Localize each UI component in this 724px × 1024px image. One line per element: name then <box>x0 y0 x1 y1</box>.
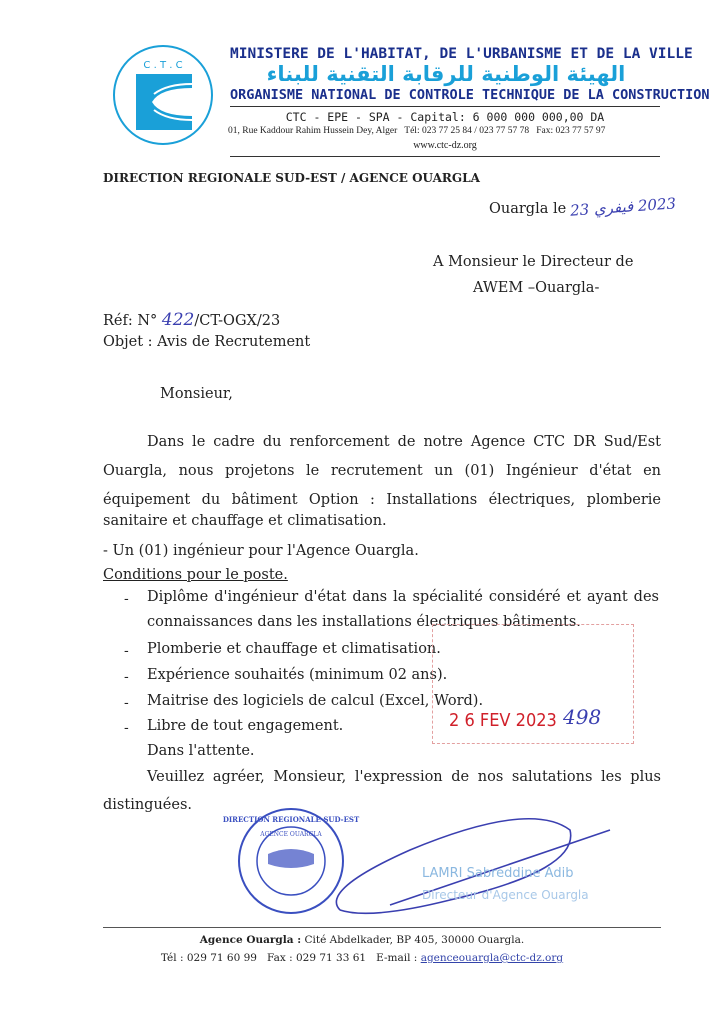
stamp-ring-text: DIRECTION REGIONALE SUD-EST <box>222 815 360 824</box>
signatory-name: LAMRI Sabreddine Adib <box>422 866 574 881</box>
closing-1: Dans l'attente. <box>147 743 255 759</box>
ref-suffix: /CT-OGX/23 <box>194 313 281 329</box>
footer-phone: Tél : 029 71 60 99 <box>160 952 257 964</box>
paragraph-line: sanitaire et chauffage et climatisation. <box>103 513 387 529</box>
footer-agency-address: Cité Abdelkader, BP 405, 30000 Ouargla. <box>304 934 525 946</box>
fax: Fax: 023 77 57 97 <box>536 126 606 136</box>
stamp-date: 2 6 FEV 2023 <box>449 710 557 731</box>
condition-item: Maitrise des logiciels de calcul (Excel, Word). <box>147 693 484 709</box>
condition-item: connaissances dans les installations électriques bâtiments. <box>147 614 581 630</box>
condition-item: Libre de tout engagement. <box>147 718 344 734</box>
recipient-line-2: AWEM –Ouargla- <box>473 280 600 296</box>
organism-title: ORGANISME NATIONAL DE CONTROLE TECHNIQUE DE LA CONSTRUCTION <box>230 87 710 103</box>
phone: Tél: 023 77 25 84 / 023 77 57 78 <box>404 126 530 136</box>
subject: Objet : Avis de Recrutement <box>103 334 311 350</box>
footer-address <box>0 934 724 946</box>
condition-item: Diplôme d'ingénieur d'état dans la spécialité considéré et ayant des <box>147 589 659 605</box>
stamp-inner-text: AGENCE OUARGLA <box>260 831 322 838</box>
logo-text: C . T . C <box>143 60 183 71</box>
website: www.ctc-dz.org <box>413 140 477 151</box>
date-label: Ouargla le <box>489 201 567 217</box>
engineer-line: - Un (01) ingénieur pour l'Agence Ouargla. <box>103 543 419 559</box>
footer-email-label: E-mail : <box>376 952 418 964</box>
footer-email-link[interactable]: agenceouargla@ctc-dz.org <box>420 952 564 964</box>
arabic-title: الهيئة الوطنية للرقابة التقنية للبناء <box>266 62 626 86</box>
address: 01, Rue Kaddour Rahim Hussein Dey, Alger <box>228 126 398 136</box>
conditions-title: Conditions pour le poste. <box>103 567 288 583</box>
ref-prefix: Réf: N° <box>103 313 158 329</box>
received-stamp <box>432 624 634 744</box>
handwritten-date: 2023 فيفري 23 <box>569 194 677 220</box>
footer-agency-label: Agence Ouargla : <box>199 934 302 946</box>
salutation: Monsieur, <box>160 386 233 402</box>
ref-number: 422 <box>161 310 195 330</box>
footer-contact <box>0 952 724 964</box>
ctc-logo <box>112 44 214 146</box>
direction-heading: DIRECTION REGIONALE SUD-EST / AGENCE OUARGLA <box>103 171 480 185</box>
paragraph-line: Dans le cadre du renforcement de notre Agence CTC DR Sud/Est <box>147 434 661 450</box>
paragraph-line: équipement du bâtiment Option : Installations électriques, plomberie <box>103 492 661 508</box>
condition-item: Expérience souhaités (minimum 02 ans). <box>147 667 448 683</box>
closing-2-end: distinguées. <box>103 797 192 813</box>
closing-2: Veuillez agréer, Monsieur, l'expression de nos salutations les plus <box>147 769 661 785</box>
stamp-number: 498 <box>563 705 602 729</box>
reference <box>103 310 280 330</box>
address-line <box>228 126 605 136</box>
footer-fax: Fax : 029 71 33 61 <box>267 952 367 964</box>
signature <box>330 810 630 920</box>
condition-item: Plomberie et chauffage et climatisation. <box>147 641 441 657</box>
recipient-line-1: A Monsieur le Directeur de <box>433 254 634 270</box>
signatory-title: Directeur d'Agence Ouargla <box>422 888 589 902</box>
ministry-title: MINISTERE DE L'HABITAT, DE L'URBANISME ET DE LA VILLE <box>230 46 693 62</box>
document-page: C . T . C MINISTERE DE L'HABITAT, DE L'URBANISME ET DE LA VILLE الهيئة الوطنية للرقابة التقنية للبناء ORGANISME NATIONAL DE CONTROLE TECHNIQUE DE LA CONSTRUCTION CTC - EPE - SPA - Capital: 6 000 000 000,00 DA 01, Rue Kaddour Rahim Hussein Dey, Alger Tél: 023 77 25 84 / 023 77 57 78 Fax: 023 77 57 97 www.ctc-dz.org DIRECTION REGIONALE SUD-EST / AGENCE OUARGLA Ouargla le 2023 فيفري 23 A Monsieur le Directeur de AWEM –Ouargla- Réf: N° 422/CT-OGX/23 Objet : Avis de Recrutement Monsieur, Dans le cadre du renforcement de notre Agence CTC DR Sud/Est Ouargla, nous projetons le recrutement un (01) Ingénieur d'état en équipement du bâtiment Option : Installations électriques, plomberie sanitaire et chauffage et climatisation. - Un (01) ingénieur pour l'Agence Ouargla. Conditions pour le poste. - Diplôme d'ingénieur d'état dans la spécialité considéré et ayant des connaissances dans les installations électriques bâtiments. - Plomberie et chauffage et climatisation. - Expérience souhaités (minimum 02 ans). - Maitrise des logiciels de calcul (Excel, Word). - Libre de tout engagement. Dans l'attente. Veuillez agréer, Monsieur, l'expression de nos salutations les plus distinguées. 2 6 FEV 2023 498 DIRECTION REGIONALE SUD-EST AGENCE OUARGLA LAMRI Sabreddine Adib Directeur d'Agence Ouargla Agence Ouargla : Cité Abdelkader, BP 405, 30000 Ouargla. Tél : 029 71 60 99 Fax : 029 71 33 61 E-mail : agenceouargla@ctc-dz.org <box>0 0 724 1024</box>
paragraph-line: Ouargla, nous projetons le recrutement un (01) Ingénieur d'état en <box>103 463 661 479</box>
capital-line: CTC - EPE - SPA - Capital: 6 000 000 000,00 DA <box>285 110 605 124</box>
